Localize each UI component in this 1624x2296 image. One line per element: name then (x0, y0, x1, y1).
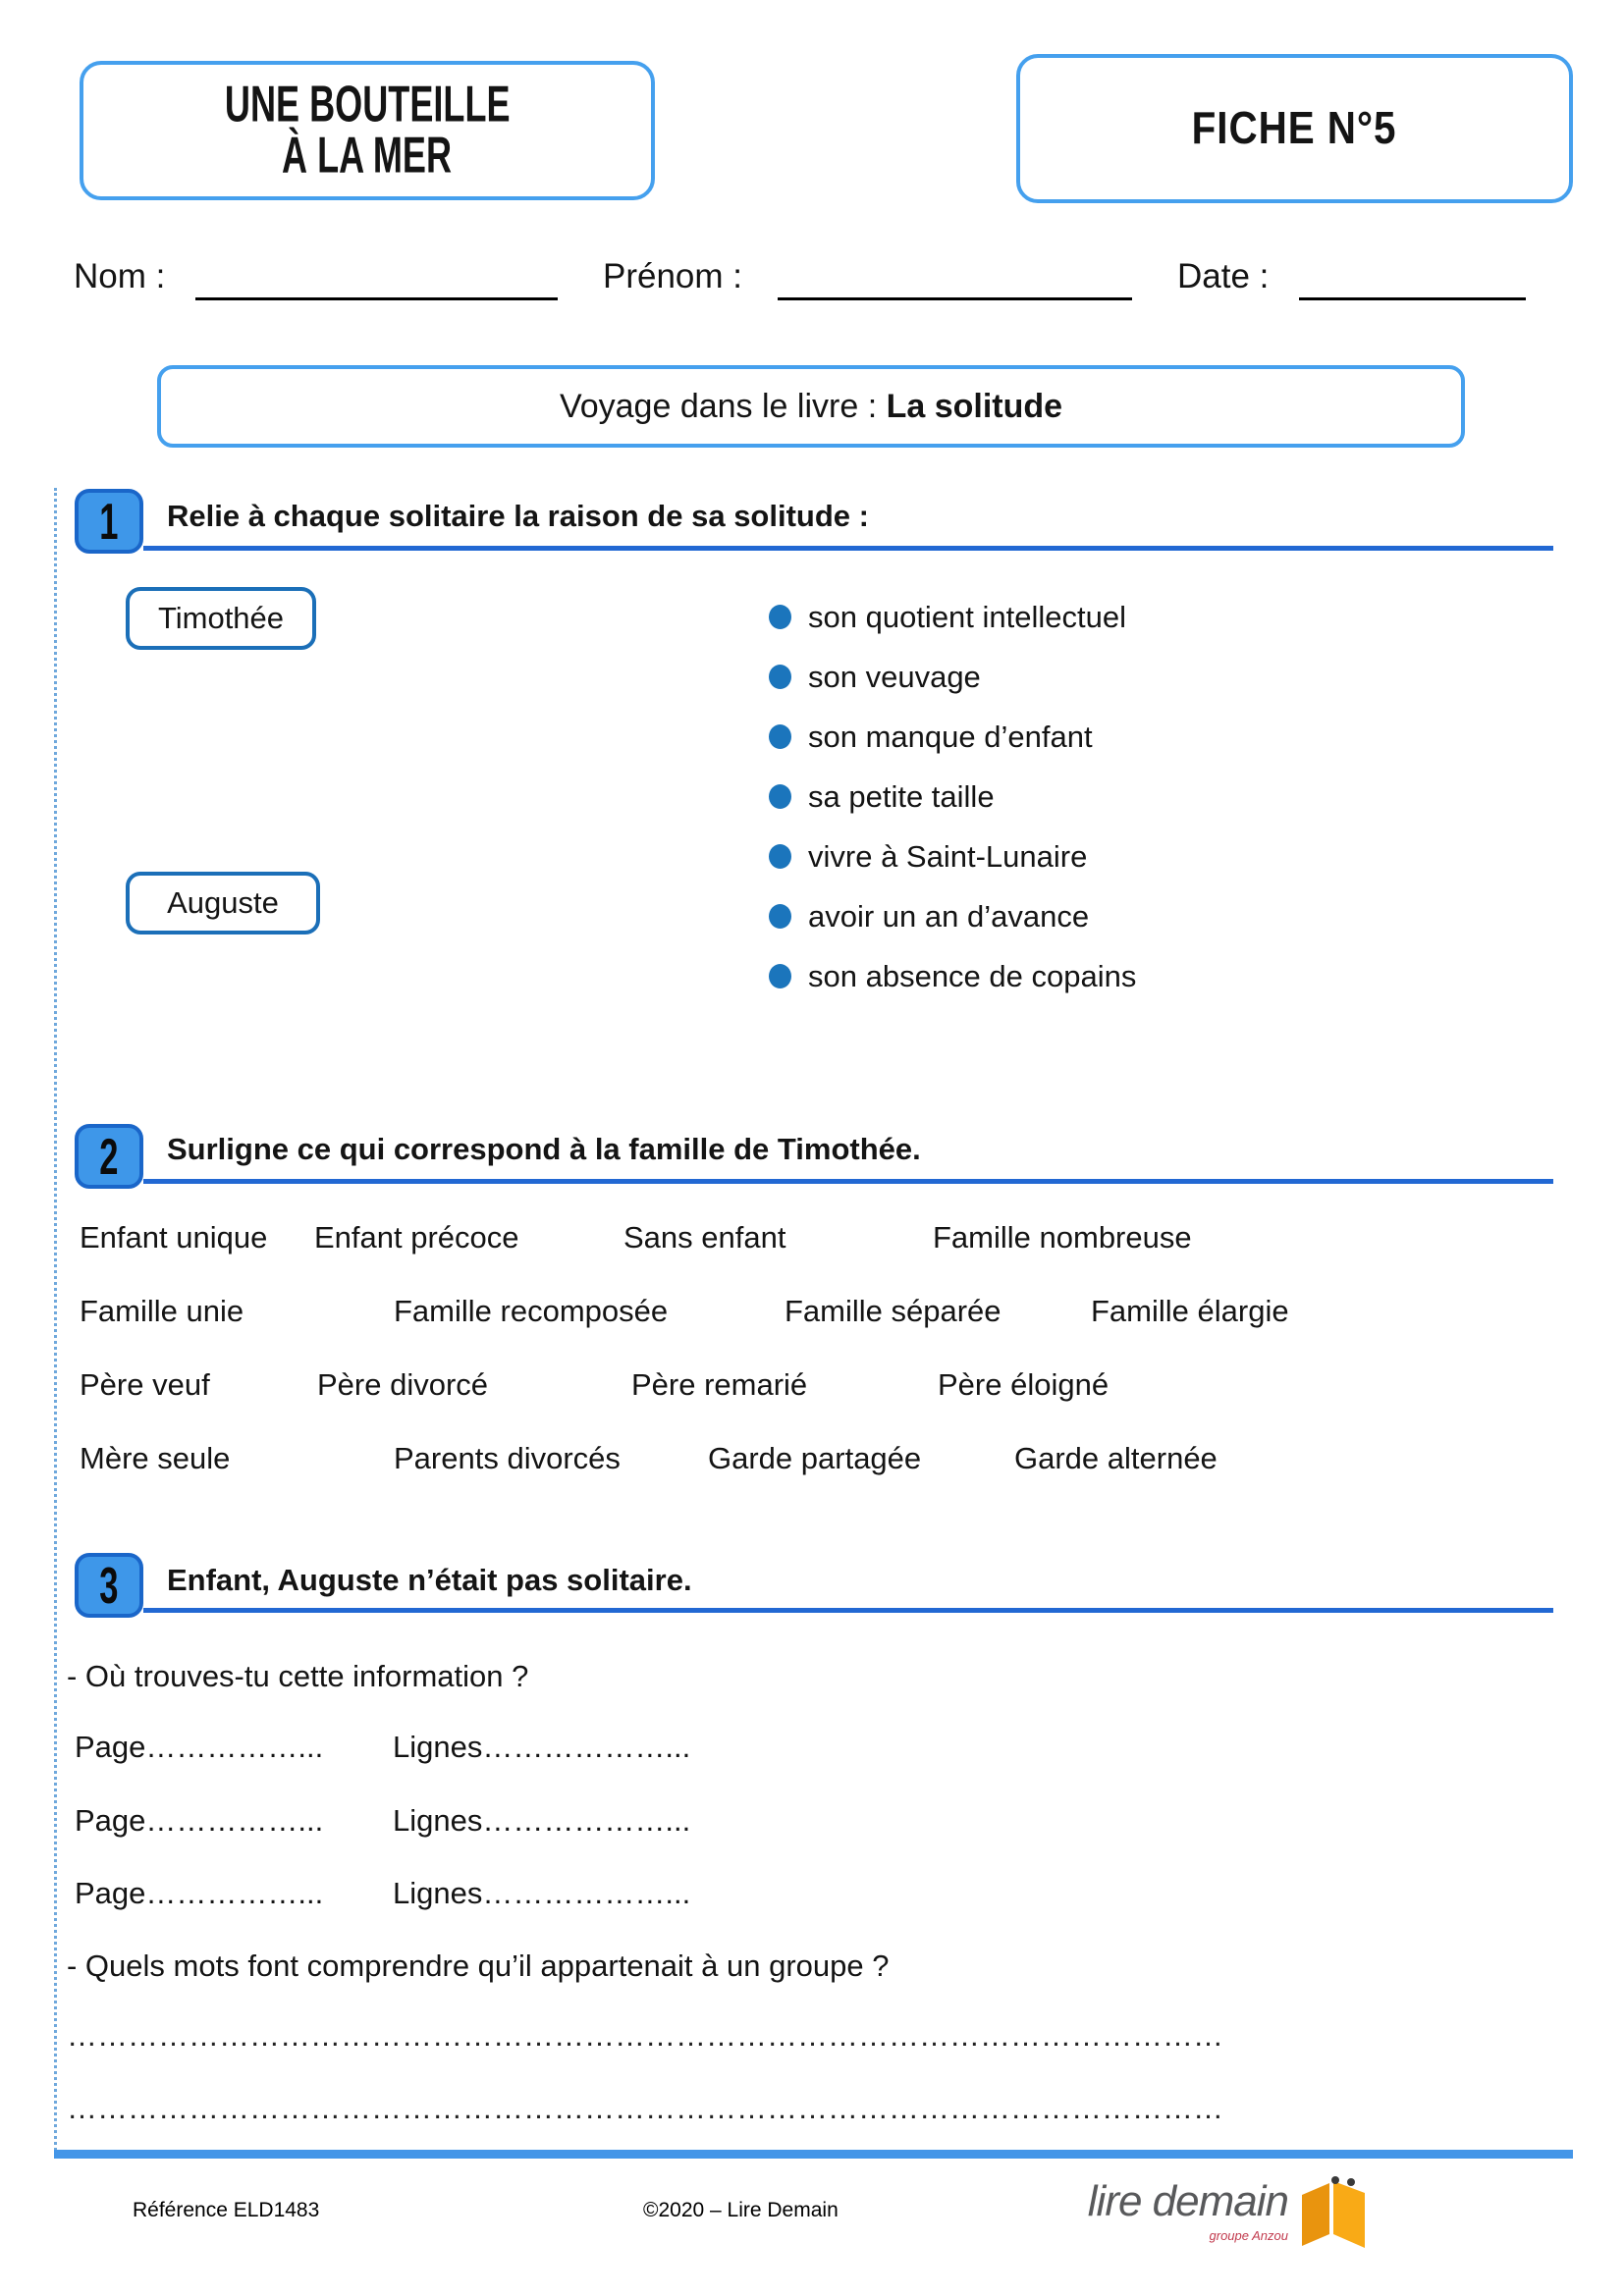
reason-label: son veuvage (808, 659, 981, 694)
family-words-row (0, 1441, 1624, 1482)
lines-blank: Lignes………………... (393, 1803, 691, 1838)
logo-subtext: groupe Anzou (1209, 2228, 1288, 2243)
prenom-blank-line (778, 257, 1132, 300)
word-item: Famille élargie (1091, 1294, 1289, 1328)
identity-row (67, 257, 1551, 304)
word-item: Père éloigné (938, 1367, 1110, 1402)
word-item: Famille recomposée (394, 1294, 669, 1328)
family-words-row (0, 1367, 1624, 1409)
reason-label: son absence de copains (808, 958, 1137, 993)
lire-demain-logo (1070, 2177, 1483, 2266)
section2-number-badge (75, 1124, 143, 1189)
page-lines-row (75, 1730, 1056, 1771)
auguste-box (126, 872, 320, 934)
bullet-dot-icon (769, 904, 791, 929)
word-item: Père veuf (80, 1367, 210, 1402)
section1-number: 1 (99, 492, 119, 551)
reason-label: son quotient intellectuel (808, 599, 1127, 634)
prenom-label: Prénom : (603, 257, 742, 295)
bullet-dot-icon (769, 724, 791, 749)
word-item: Sans enfant (623, 1220, 786, 1255)
reason-label: son manque d’enfant (808, 719, 1093, 754)
fiche-number-label: FICHE N°5 (1192, 102, 1397, 154)
list-item (769, 886, 1136, 946)
bullet-dot-icon (769, 844, 791, 869)
list-item (769, 946, 1136, 1006)
section3-number: 3 (99, 1556, 119, 1615)
word-item: Famille séparée (785, 1294, 1001, 1328)
reason-label: avoir un an d’avance (808, 898, 1090, 934)
word-item: Famille unie (80, 1294, 244, 1328)
word-item: Mère seule (80, 1441, 231, 1475)
question-where: - Où trouves-tu cette information ? (67, 1659, 529, 1693)
section3-title: Enfant, Auguste n’était pas solitaire. (167, 1563, 692, 1597)
word-item: Enfant unique (80, 1220, 268, 1255)
section2-number: 2 (99, 1127, 119, 1186)
word-item: Garde partagée (708, 1441, 922, 1475)
book-title-line1: UNE BOUTEILLE (224, 76, 511, 133)
list-item (769, 647, 1136, 707)
bullet-dot-icon (769, 665, 791, 689)
book-title-box (80, 61, 655, 200)
word-item: Parents divorcés (394, 1441, 621, 1475)
section3-rule (143, 1608, 1553, 1613)
list-item (769, 767, 1136, 827)
list-item (769, 827, 1136, 886)
question-group: - Quels mots font comprendre qu’il appartenait à un groupe ? (67, 1949, 890, 1983)
reasons-list (769, 587, 1136, 1006)
main-title-emphasis: La solitude (886, 387, 1063, 425)
main-title-box (157, 365, 1465, 448)
logo-wordmark: lire demain (1087, 2177, 1288, 2225)
fiche-number-box (1016, 54, 1573, 203)
main-title-prefix: Voyage dans le livre : (559, 387, 887, 425)
word-item: Enfant précoce (314, 1220, 519, 1255)
date-blank-line (1299, 257, 1526, 300)
reason-label: sa petite taille (808, 778, 995, 814)
timothee-label: Timothée (157, 601, 285, 635)
word-item: Père divorcé (317, 1367, 489, 1402)
page-blank: Page……………... (75, 1876, 324, 1910)
auguste-label: Auguste (167, 885, 279, 920)
section1-rule (143, 546, 1553, 551)
lines-blank: Lignes………………... (393, 1876, 691, 1910)
bullet-dot-icon (769, 784, 791, 809)
section2-rule (143, 1179, 1553, 1184)
page-lines-row (75, 1803, 1056, 1844)
nom-label: Nom : (74, 257, 166, 295)
bullet-dot-icon (769, 605, 791, 629)
section3-number-badge (75, 1553, 143, 1618)
family-words-row (0, 1294, 1624, 1335)
nom-blank-line (195, 257, 558, 300)
word-item: Famille nombreuse (933, 1220, 1192, 1255)
section2-title: Surligne ce qui correspond à la famille de Timothée. (167, 1132, 921, 1166)
section1-title: Relie à chaque solitaire la raison de sa solitude : (167, 499, 869, 533)
bullet-dot-icon (769, 964, 791, 988)
copyright-label: ©2020 – Lire Demain (643, 2199, 839, 2221)
family-words-row (0, 1220, 1624, 1261)
answer-dotted-line: …………………………………………………………………………………………………… (67, 2018, 1223, 2053)
timothee-box (126, 587, 316, 650)
page-blank: Page……………... (75, 1803, 324, 1838)
list-item (769, 587, 1136, 647)
page-lines-row (75, 1876, 1056, 1917)
reason-label: vivre à Saint-Lunaire (808, 838, 1088, 874)
open-book-logo-icon (1294, 2175, 1373, 2252)
word-item: Père remarié (631, 1367, 808, 1402)
bottom-rule-bar (54, 2150, 1573, 2159)
page-blank: Page……………... (75, 1730, 324, 1764)
date-label: Date : (1177, 257, 1270, 295)
list-item (769, 707, 1136, 767)
lines-blank: Lignes………………... (393, 1730, 691, 1764)
section1-number-badge (75, 489, 143, 554)
word-item: Garde alternée (1014, 1441, 1218, 1475)
reference-label: Référence ELD1483 (133, 2199, 320, 2221)
book-title-line2: À LA MER (282, 127, 453, 185)
answer-dotted-line: …………………………………………………………………………………………………… (67, 2091, 1223, 2125)
